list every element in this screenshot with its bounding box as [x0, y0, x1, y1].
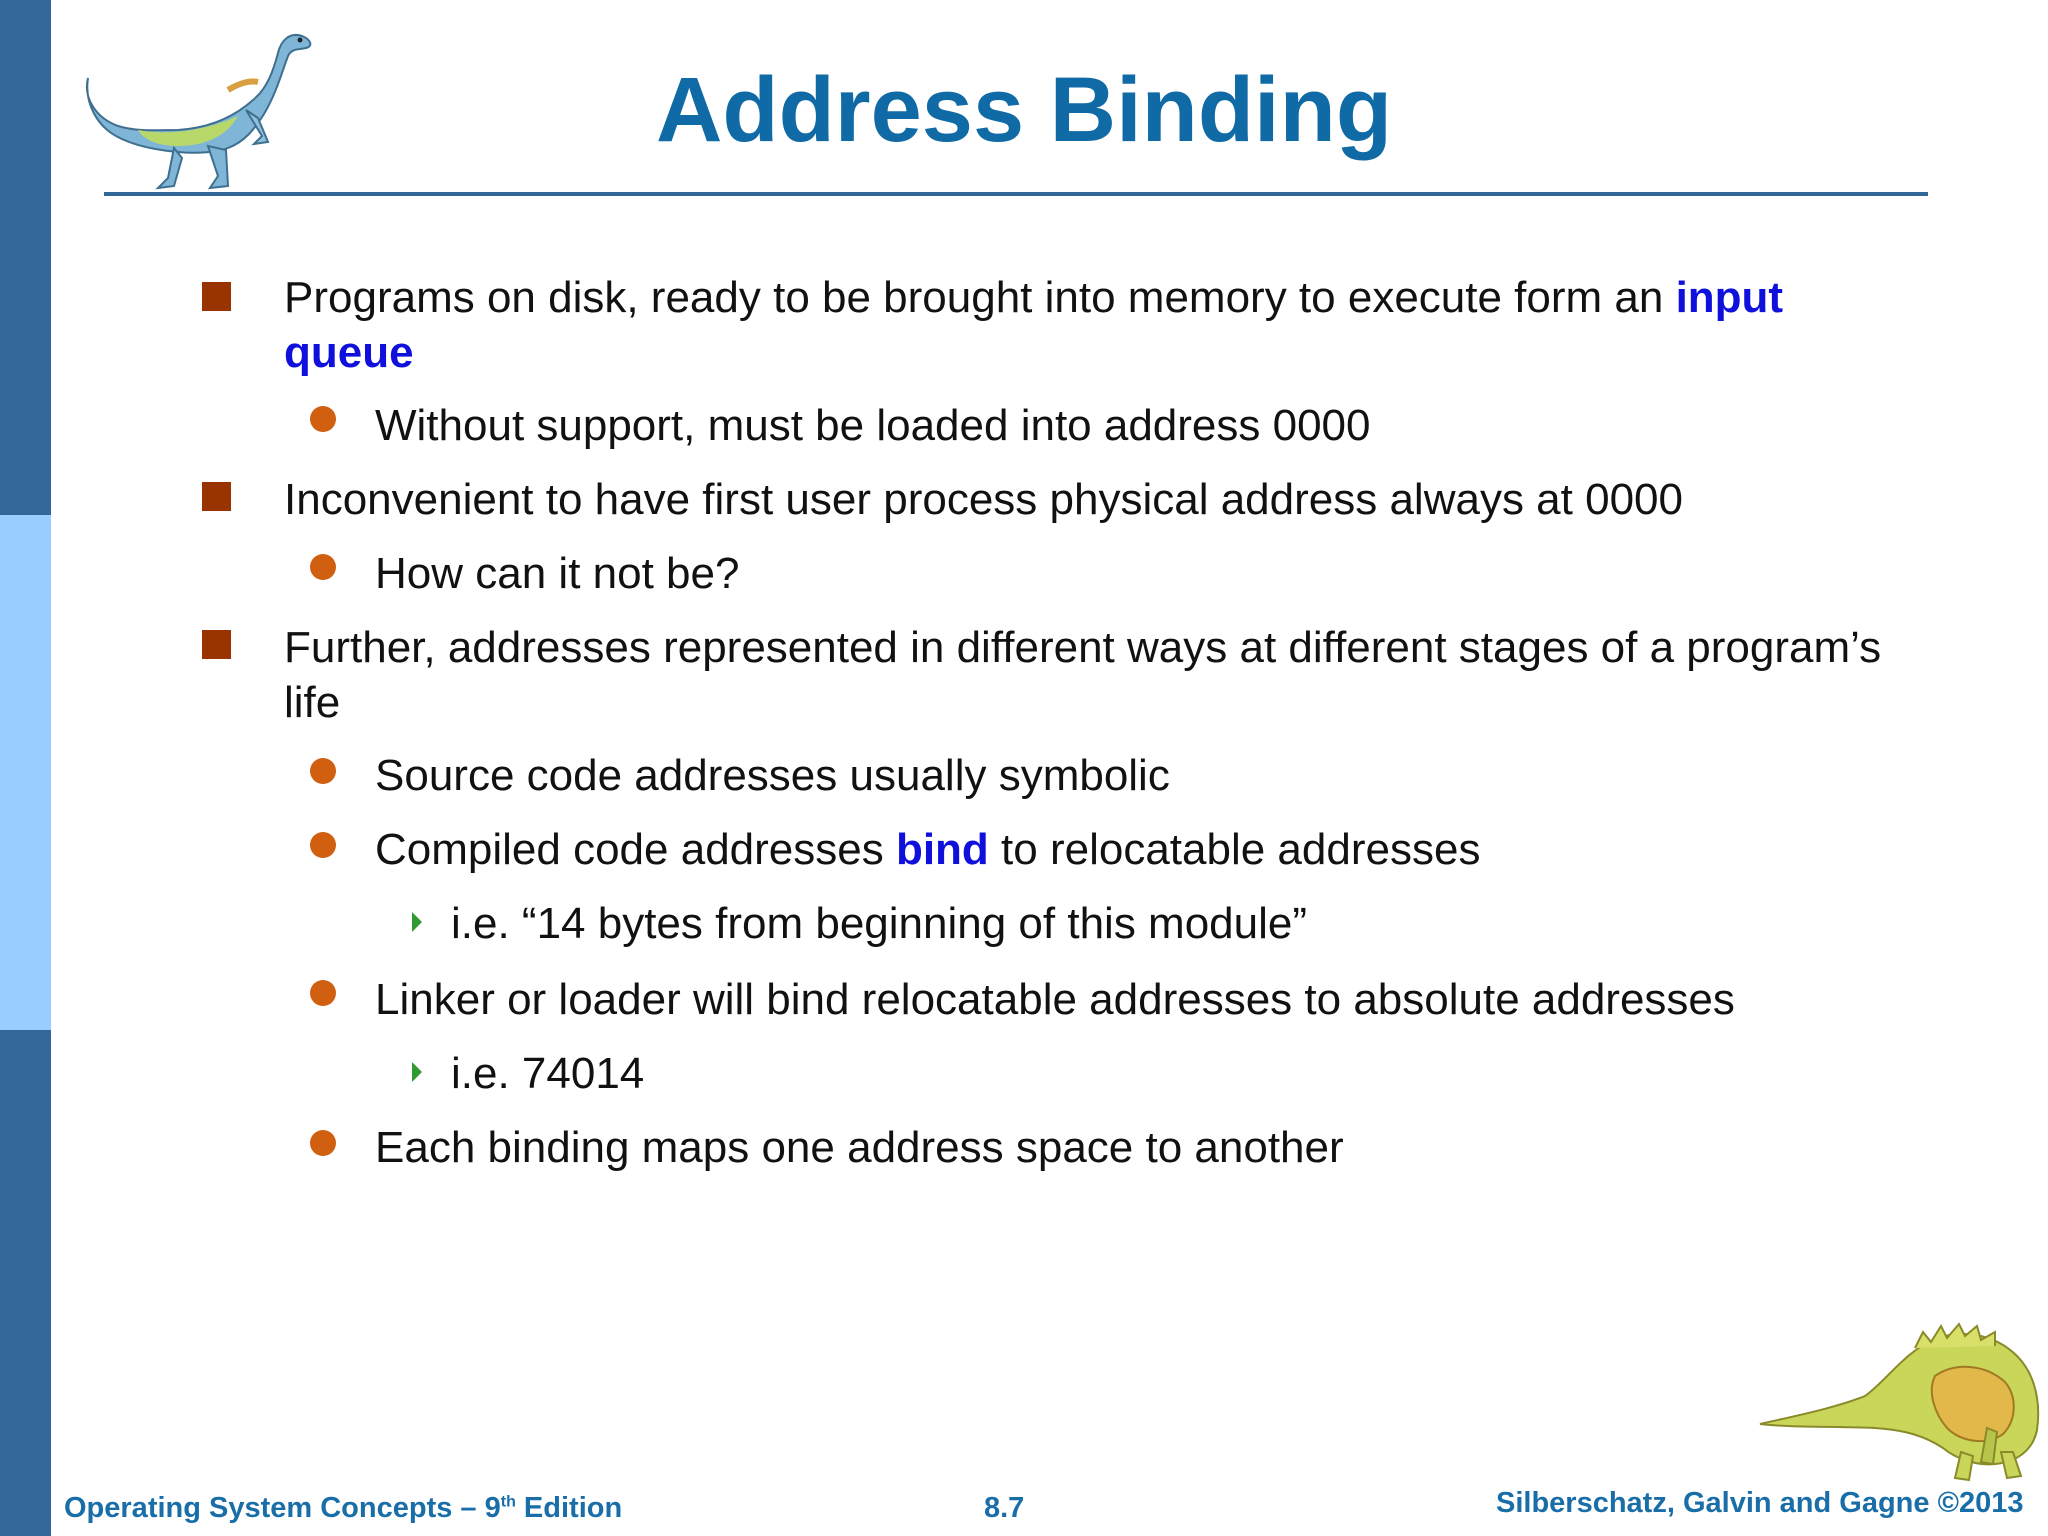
- list-item: Source code addresses usually symbolic: [375, 751, 1170, 800]
- list-item: [284, 270, 1884, 380]
- list-item-text: Programs on disk, ready to be brought into memory to execute form an: [284, 273, 1676, 322]
- square-bullet-icon: [202, 282, 231, 311]
- list-item: Linker or loader will bind relocatable addresses to absolute addresses: [375, 975, 1735, 1024]
- arrow-bullet-icon: [412, 1062, 422, 1082]
- list-item: Without support, must be loaded into address 0000: [375, 401, 1371, 450]
- footer-edition-superscript: th: [500, 1493, 516, 1511]
- keyword-highlight: bind: [895, 825, 989, 874]
- list-item: [375, 822, 1935, 877]
- footer-copyright: Silberschatz, Galvin and Gagne ©2013: [1496, 1487, 2024, 1519]
- footer-book-title-text: Operating System Concepts – 9: [64, 1492, 501, 1524]
- slide-title: Address Binding: [655, 59, 1393, 161]
- list-item: i.e. 74014: [451, 1049, 645, 1098]
- list-item: Further, addresses represented in different ways at different stages of a program’s life: [284, 623, 1882, 727]
- footer-edition-text: Edition: [515, 1492, 623, 1524]
- list-item: How can it not be?: [375, 549, 740, 598]
- list-item-text: to relocatable addresses: [988, 825, 1481, 874]
- square-bullet-icon: [202, 630, 231, 659]
- keyword-highlight: input queue: [284, 273, 1784, 377]
- list-item: i.e. “14 bytes from beginning of this module”: [451, 899, 1308, 948]
- round-bullet-icon: [310, 980, 336, 1006]
- page-number: 8.7: [984, 1492, 1025, 1524]
- round-bullet-icon: [310, 1130, 336, 1156]
- round-bullet-icon: [310, 406, 336, 432]
- square-bullet-icon: [202, 482, 231, 511]
- round-bullet-icon: [310, 554, 336, 580]
- arrow-bullet-icon: [412, 912, 422, 932]
- dinosaur-mascot-icon: [1755, 1312, 2045, 1484]
- round-bullet-icon: [310, 758, 336, 784]
- list-item: Each binding maps one address space to another: [375, 1123, 1344, 1172]
- footer-book-title: [64, 1492, 622, 1525]
- list-item-text: Compiled code addresses: [375, 825, 896, 874]
- round-bullet-icon: [310, 832, 336, 858]
- list-item: Inconvenient to have first user process physical address always at 0000: [284, 475, 1683, 524]
